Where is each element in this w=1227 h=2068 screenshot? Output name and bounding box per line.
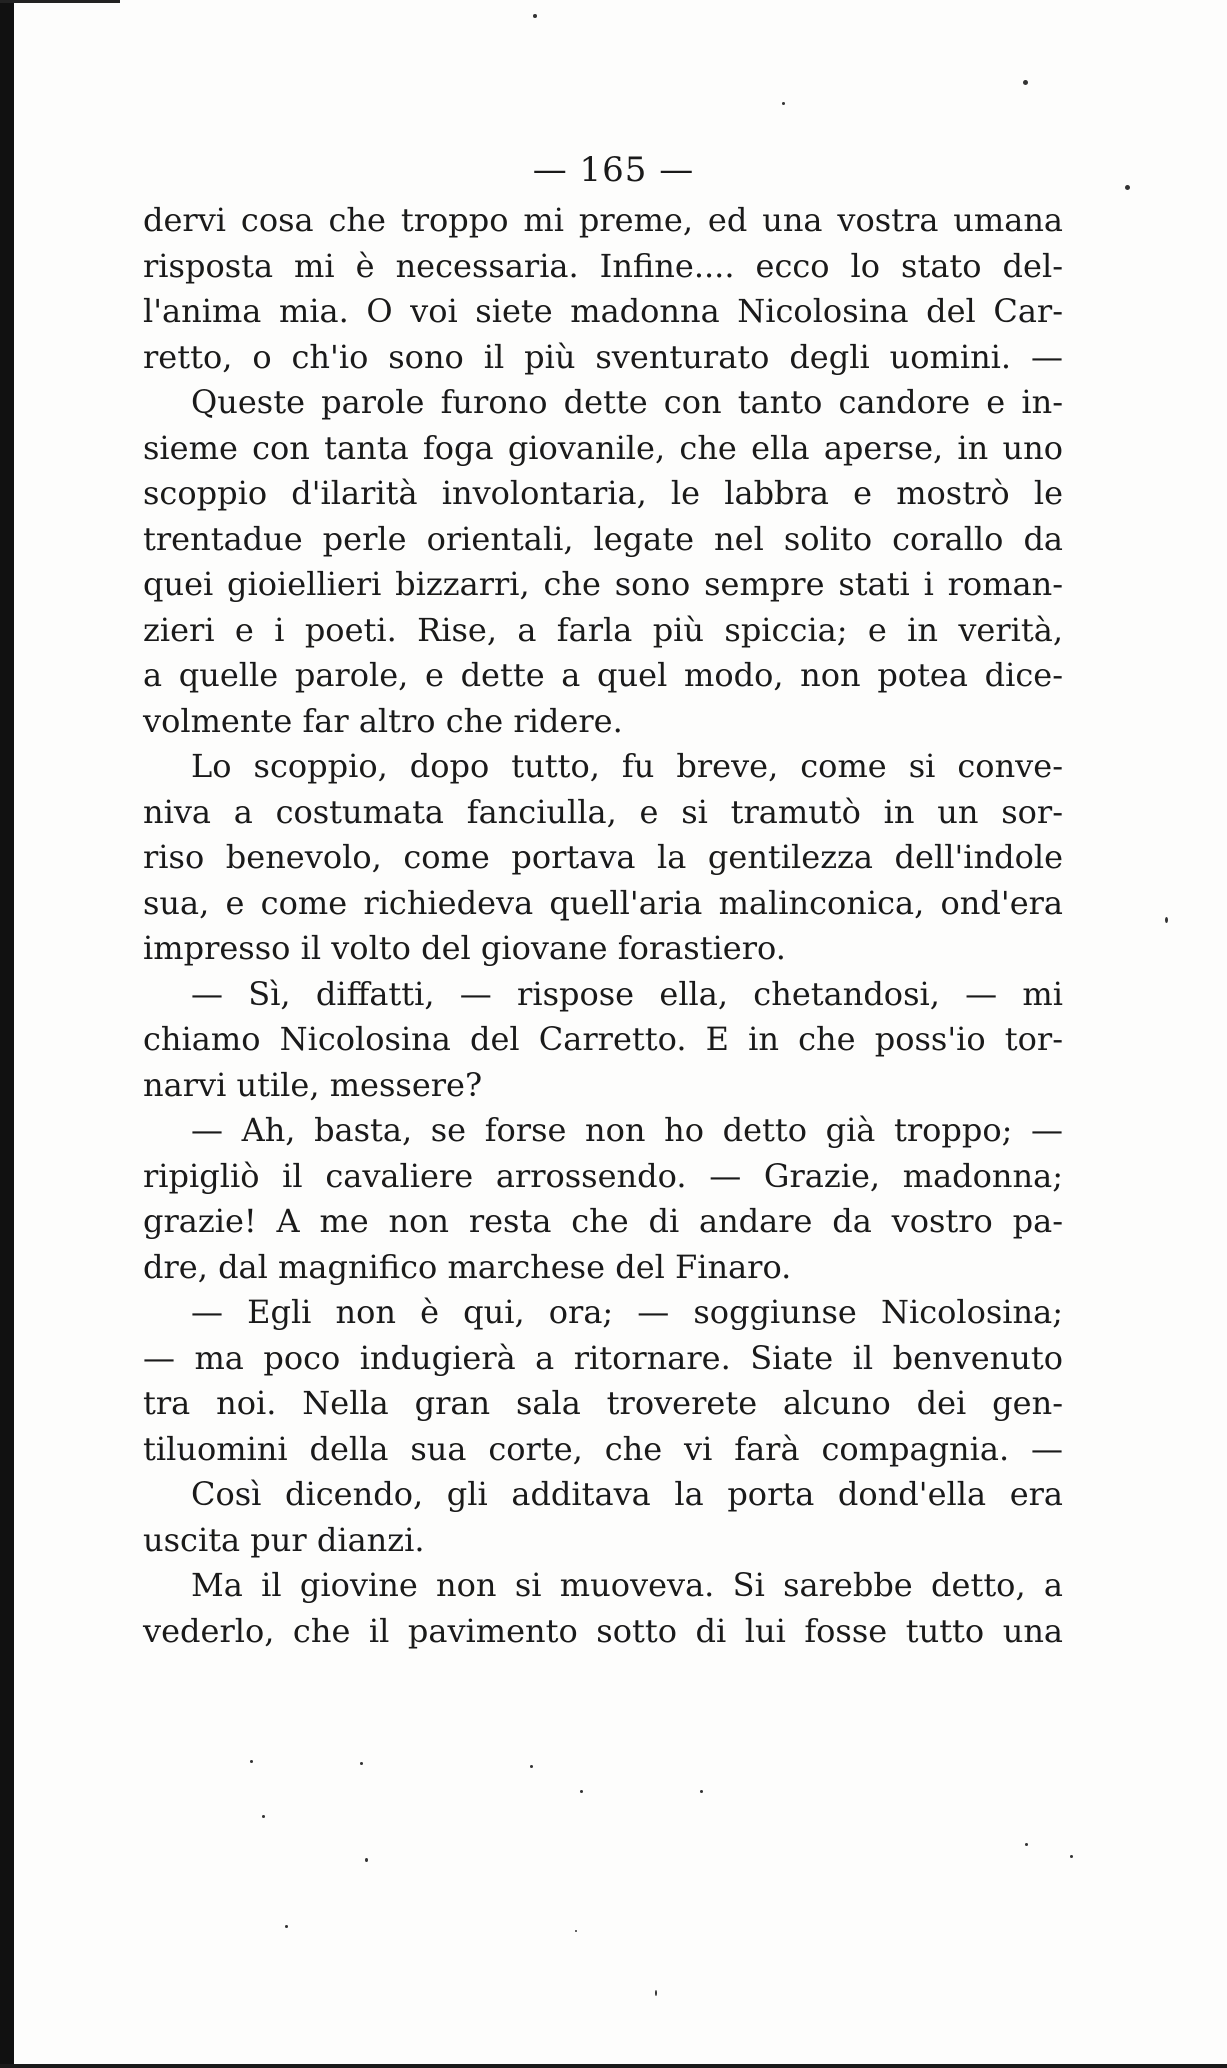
text-line: niva a costumata fanciulla, e si tramutò in un sor- — [143, 792, 1063, 831]
text-line: retto, o ch'io sono il più sventurato degli uomini. — — [143, 337, 1063, 376]
text-line: ripigliò il cavaliere arrossendo. — Grazie, madonna; — [143, 1156, 1063, 1195]
scan-speck — [1125, 185, 1130, 190]
text-line: grazie! A me non resta che di andare da vostro pa- — [143, 1202, 1063, 1240]
text-line: Lo scoppio, dopo tutto, fu breve, come si conve- — [191, 747, 1063, 785]
text-line: Queste parole furono dette con tanto candore e in- — [191, 383, 1063, 421]
text-line: dervi cosa che troppo mi preme, ed una vostra umana — [143, 201, 1063, 239]
scan-speck — [365, 1858, 368, 1862]
scan-speck — [530, 1765, 533, 1768]
scan-speck — [1023, 80, 1028, 85]
page-top-edge — [0, 0, 120, 3]
scan-speck — [782, 102, 785, 105]
scan-speck — [700, 1790, 703, 1793]
scan-speck — [1025, 1843, 1028, 1846]
text-line: trentadue perle orientali, legate nel solito corallo da — [143, 519, 1063, 558]
text-line: vederlo, che il pavimento sotto di lui fosse tutto una — [143, 1611, 1063, 1650]
scan-speck — [360, 1762, 363, 1765]
text-line: — Sì, diffatti, — rispose ella, chetandosi, — mi — [191, 974, 1063, 1013]
scan-speck — [533, 14, 537, 18]
text-line: chiamo Nicolosina del Carretto. E in che poss'io tor- — [143, 1020, 1063, 1058]
text-line: — ma poco indugierà a ritornare. Siate il benvenuto — [143, 1338, 1063, 1377]
text-line: impresso il volto del giovane forastiero. — [143, 929, 786, 967]
scan-speck — [655, 1990, 657, 1996]
scan-speck — [1070, 1855, 1073, 1858]
text-line: Ma il giovine non si muoveva. Si sarebbe detto, a — [191, 1566, 1063, 1604]
scan-speck — [580, 1790, 583, 1793]
scan-speck — [262, 1815, 265, 1818]
text-line: volmente far altro che ridere. — [143, 701, 623, 740]
text-line: narvi utile, messere? — [143, 1065, 483, 1104]
text-line: risposta mi è necessaria. Infine.... ecco lo stato del- — [143, 246, 1063, 285]
text-line: tra noi. Nella gran sala troverete alcuno dei gen- — [143, 1384, 1063, 1422]
text-line: quei gioiellieri bizzarri, che sono sempre stati i roman- — [143, 565, 1063, 603]
text-line: sieme con tanta foga giovanile, che ella aperse, in uno — [143, 428, 1063, 467]
text-line: — Egli non è qui, ora; — soggiunse Nicolosina; — [191, 1293, 1063, 1331]
text-line: — Ah, basta, se forse non ho detto già troppo; — — [191, 1111, 1063, 1149]
scan-speck — [575, 1930, 577, 1932]
body-text — [143, 198, 1063, 1654]
text-line: scoppio d'ilarità involontaria, le labbra e mostrò le — [143, 474, 1063, 512]
page-bottom-edge — [0, 2064, 1227, 2068]
text-line: dre, dal magnifico marchese del Finaro. — [143, 1247, 792, 1286]
text-line: a quelle parole, e dette a quel modo, non potea dice- — [143, 656, 1063, 694]
text-line: sua, e come richiedeva quell'aria malinconica, ond'era — [143, 883, 1063, 922]
page-number: — 165 — — [532, 150, 695, 190]
scan-speck — [250, 1760, 253, 1763]
scan-speck — [285, 1925, 288, 1928]
text-line: l'anima mia. O voi siete madonna Nicolosina del Car- — [143, 292, 1063, 330]
page-left-edge — [0, 0, 14, 2068]
text-line: tiluomini della sua corte, che vi farà compagnia. — — [143, 1429, 1063, 1468]
text-line: riso benevolo, come portava la gentilezza dell'indole — [143, 838, 1063, 876]
text-line: Così dicendo, gli additava la porta dond'ella era — [191, 1475, 1063, 1513]
scan-speck — [1165, 917, 1168, 923]
text-line: uscita pur dianzi. — [143, 1520, 425, 1559]
text-line: zieri e i poeti. Rise, a farla più spiccia; e in verità, — [143, 610, 1063, 649]
